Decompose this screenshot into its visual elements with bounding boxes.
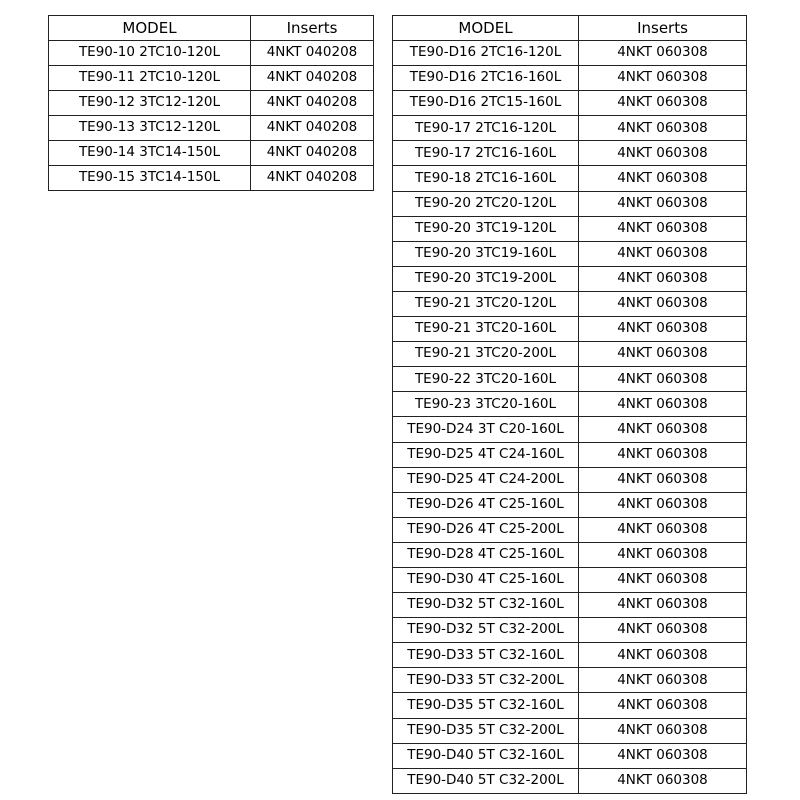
table-row bbox=[393, 367, 747, 392]
table-row bbox=[393, 542, 747, 567]
table-header-row bbox=[49, 16, 374, 41]
table-row bbox=[393, 567, 747, 592]
table-row bbox=[393, 593, 747, 618]
inserts-cell: 4NKT 060308 bbox=[579, 166, 747, 191]
table-row bbox=[393, 492, 747, 517]
inserts-cell: 4NKT 060308 bbox=[579, 517, 747, 542]
model-cell: TE90-21 3TC20-160L bbox=[393, 317, 579, 342]
inserts-cell: 4NKT 060308 bbox=[579, 66, 747, 91]
table-row bbox=[393, 216, 747, 241]
table-row bbox=[393, 743, 747, 768]
table-row bbox=[393, 618, 747, 643]
model-cell: TE90-D28 4T C25-160L bbox=[393, 542, 579, 567]
inserts-cell: 4NKT 060308 bbox=[579, 317, 747, 342]
table-row bbox=[393, 668, 747, 693]
inserts-cell: 4NKT 060308 bbox=[579, 593, 747, 618]
table-row bbox=[393, 643, 747, 668]
inserts-cell: 4NKT 040208 bbox=[251, 41, 374, 66]
model-cell: TE90-23 3TC20-160L bbox=[393, 392, 579, 417]
model-cell: TE90-D16 2TC16-160L bbox=[393, 66, 579, 91]
model-cell: TE90-D16 2TC16-120L bbox=[393, 41, 579, 66]
table-row bbox=[393, 442, 747, 467]
table-row bbox=[393, 241, 747, 266]
table-row bbox=[393, 66, 747, 91]
model-cell: TE90-D35 5T C32-200L bbox=[393, 718, 579, 743]
table-row bbox=[393, 392, 747, 417]
table-row bbox=[393, 317, 747, 342]
inserts-cell: 4NKT 060308 bbox=[579, 241, 747, 266]
model-cell: TE90-13 3TC12-120L bbox=[49, 116, 251, 141]
model-cell: TE90-D24 3T C20-160L bbox=[393, 417, 579, 442]
table-row bbox=[393, 141, 747, 166]
model-cell: TE90-D40 5T C32-200L bbox=[393, 768, 579, 793]
inserts-cell: 4NKT 060308 bbox=[579, 542, 747, 567]
model-cell: TE90-D26 4T C25-160L bbox=[393, 492, 579, 517]
inserts-cell: 4NKT 060308 bbox=[579, 693, 747, 718]
model-cell: TE90-20 2TC20-120L bbox=[393, 191, 579, 216]
model-cell: TE90-20 3TC19-120L bbox=[393, 216, 579, 241]
table-row bbox=[49, 66, 374, 91]
inserts-cell: 4NKT 060308 bbox=[579, 417, 747, 442]
inserts-cell: 4NKT 040208 bbox=[251, 166, 374, 191]
inserts-cell: 4NKT 040208 bbox=[251, 91, 374, 116]
model-column-header: MODEL bbox=[49, 16, 251, 41]
table-row bbox=[393, 266, 747, 291]
model-cell: TE90-D40 5T C32-160L bbox=[393, 743, 579, 768]
right-table-body bbox=[393, 41, 747, 794]
table-row bbox=[49, 166, 374, 191]
table-row bbox=[393, 517, 747, 542]
model-cell: TE90-D25 4T C24-200L bbox=[393, 467, 579, 492]
right-model-table bbox=[392, 15, 747, 794]
model-cell: TE90-10 2TC10-120L bbox=[49, 41, 251, 66]
model-cell: TE90-12 3TC12-120L bbox=[49, 91, 251, 116]
inserts-cell: 4NKT 060308 bbox=[579, 342, 747, 367]
table-row bbox=[393, 693, 747, 718]
inserts-cell: 4NKT 060308 bbox=[579, 191, 747, 216]
table-header-row bbox=[393, 16, 747, 41]
inserts-cell: 4NKT 060308 bbox=[579, 743, 747, 768]
table-row bbox=[49, 116, 374, 141]
inserts-cell: 4NKT 060308 bbox=[579, 467, 747, 492]
model-cell: TE90-22 3TC20-160L bbox=[393, 367, 579, 392]
inserts-cell: 4NKT 060308 bbox=[579, 492, 747, 517]
model-cell: TE90-21 3TC20-120L bbox=[393, 291, 579, 316]
table-row bbox=[393, 768, 747, 793]
inserts-cell: 4NKT 060308 bbox=[579, 567, 747, 592]
inserts-cell: 4NKT 040208 bbox=[251, 116, 374, 141]
table-row bbox=[393, 166, 747, 191]
model-cell: TE90-20 3TC19-200L bbox=[393, 266, 579, 291]
inserts-cell: 4NKT 060308 bbox=[579, 718, 747, 743]
table-row bbox=[49, 91, 374, 116]
table-row bbox=[393, 91, 747, 116]
inserts-cell: 4NKT 060308 bbox=[579, 116, 747, 141]
table-row bbox=[49, 141, 374, 166]
inserts-cell: 4NKT 060308 bbox=[579, 91, 747, 116]
left-table-body bbox=[49, 41, 374, 191]
model-cell: TE90-D30 4T C25-160L bbox=[393, 567, 579, 592]
table-row bbox=[393, 41, 747, 66]
table-row bbox=[393, 291, 747, 316]
left-model-table bbox=[48, 15, 374, 191]
model-cell: TE90-17 2TC16-120L bbox=[393, 116, 579, 141]
inserts-cell: 4NKT 060308 bbox=[579, 291, 747, 316]
table-row bbox=[393, 718, 747, 743]
inserts-cell: 4NKT 060308 bbox=[579, 41, 747, 66]
table-row bbox=[393, 417, 747, 442]
model-cell: TE90-21 3TC20-200L bbox=[393, 342, 579, 367]
model-cell: TE90-18 2TC16-160L bbox=[393, 166, 579, 191]
inserts-cell: 4NKT 060308 bbox=[579, 367, 747, 392]
inserts-cell: 4NKT 040208 bbox=[251, 66, 374, 91]
inserts-cell: 4NKT 060308 bbox=[579, 668, 747, 693]
model-cell: TE90-D32 5T C32-160L bbox=[393, 593, 579, 618]
model-cell: TE90-17 2TC16-160L bbox=[393, 141, 579, 166]
model-cell: TE90-15 3TC14-150L bbox=[49, 166, 251, 191]
model-cell: TE90-D16 2TC15-160L bbox=[393, 91, 579, 116]
inserts-cell: 4NKT 060308 bbox=[579, 216, 747, 241]
model-cell: TE90-20 3TC19-160L bbox=[393, 241, 579, 266]
inserts-cell: 4NKT 060308 bbox=[579, 618, 747, 643]
inserts-cell: 4NKT 060308 bbox=[579, 141, 747, 166]
model-column-header: MODEL bbox=[393, 16, 579, 41]
model-cell: TE90-D26 4T C25-200L bbox=[393, 517, 579, 542]
table-row bbox=[393, 467, 747, 492]
inserts-cell: 4NKT 060308 bbox=[579, 442, 747, 467]
model-cell: TE90-11 2TC10-120L bbox=[49, 66, 251, 91]
model-cell: TE90-14 3TC14-150L bbox=[49, 141, 251, 166]
inserts-column-header: Inserts bbox=[579, 16, 747, 41]
inserts-cell: 4NKT 060308 bbox=[579, 768, 747, 793]
inserts-cell: 4NKT 060308 bbox=[579, 643, 747, 668]
inserts-cell: 4NKT 040208 bbox=[251, 141, 374, 166]
table-row bbox=[393, 342, 747, 367]
model-cell: TE90-D35 5T C32-160L bbox=[393, 693, 579, 718]
model-cell: TE90-D25 4T C24-160L bbox=[393, 442, 579, 467]
model-cell: TE90-D33 5T C32-160L bbox=[393, 643, 579, 668]
table-row bbox=[393, 191, 747, 216]
model-cell: TE90-D32 5T C32-200L bbox=[393, 618, 579, 643]
inserts-cell: 4NKT 060308 bbox=[579, 266, 747, 291]
table-row bbox=[393, 116, 747, 141]
inserts-cell: 4NKT 060308 bbox=[579, 392, 747, 417]
model-cell: TE90-D33 5T C32-200L bbox=[393, 668, 579, 693]
table-row bbox=[49, 41, 374, 66]
inserts-column-header: Inserts bbox=[251, 16, 374, 41]
